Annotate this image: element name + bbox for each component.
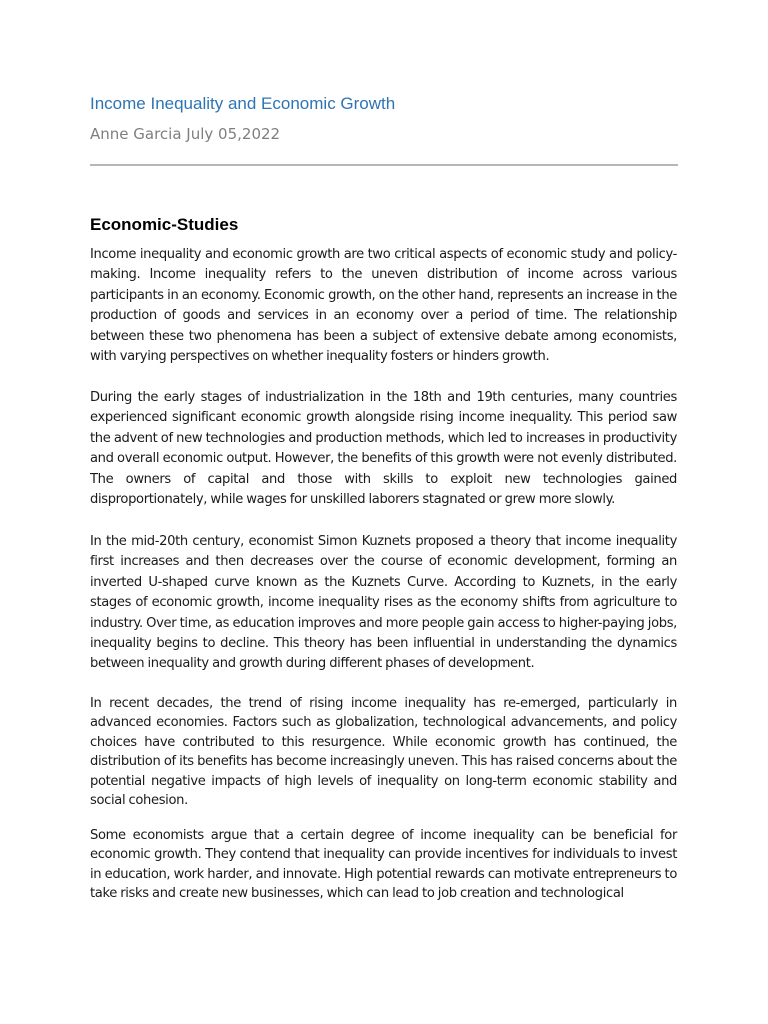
title-divider bbox=[90, 164, 678, 166]
document-title: Income Inequality and Economic Growth bbox=[90, 94, 396, 113]
paragraph-5: Some economists argue that a certain degree of income inequality can be beneficial for economic growth. They contend that inequality can provide incentives for individuals to invest in education, work harder, and innovate. High potential rewards can motivate entrepreneurs to take risks and create new businesses, which can lead to job creation and technological bbox=[90, 828, 677, 902]
paragraph-3: In the mid-20th century, economist Simon Kuznets proposed a theory that income inequality first increases and then decreases over the course of economic development, forming an inverted U-shaped curve known as the Kuznets Curve. According to Kuznets, in the early stages of economic growth, income inequality rises as the economy shifts from agriculture to industry. Over time, as education improves and more people gain access to higher-paying jobs, inequality begins to decline. This theory has been influential in understanding the dynamics between inequality and growth during different phases of development. bbox=[90, 534, 677, 672]
section-heading: Economic-Studies bbox=[90, 215, 239, 234]
paragraph-1: Income inequality and economic growth are two critical aspects of economic study and policy-making. Income inequality refers to the uneven distribution of income across various participants in an economy. Economic growth, on the other hand, represents an increase in the production of goods and services in an economy over a period of time. The relationship between these two phenomena has been a subject of extensive debate among economists, with varying perspectives on whether inequality fosters or hinders growth. bbox=[90, 247, 677, 365]
paragraph-2: During the early stages of industrialization in the 18th and 19th centuries, many countries experienced significant economic growth alongside rising income inequality. This period saw the advent of new technologies and production methods, which led to increases in productivity and overall economic output. However, the benefits of this growth were not evenly distributed. The owners of capital and those with skills to exploit new technologies gained disproportionately, while wages for unskilled laborers stagnated or grew more slowly. bbox=[90, 390, 677, 508]
author-date: Anne Garcia July 05,2022 bbox=[90, 125, 281, 143]
paragraph-4: In recent decades, the trend of rising income inequality has re-emerged, particularly in advanced economies. Factors such as globalization, technological advancements, and policy choices have contributed to this resurgence. While economic growth has continued, the distribution of its benefits has become increasingly uneven. This has raised concerns about the potential negative impacts of high levels of inequality on long-term economic stability and social cohesion. bbox=[90, 696, 677, 809]
